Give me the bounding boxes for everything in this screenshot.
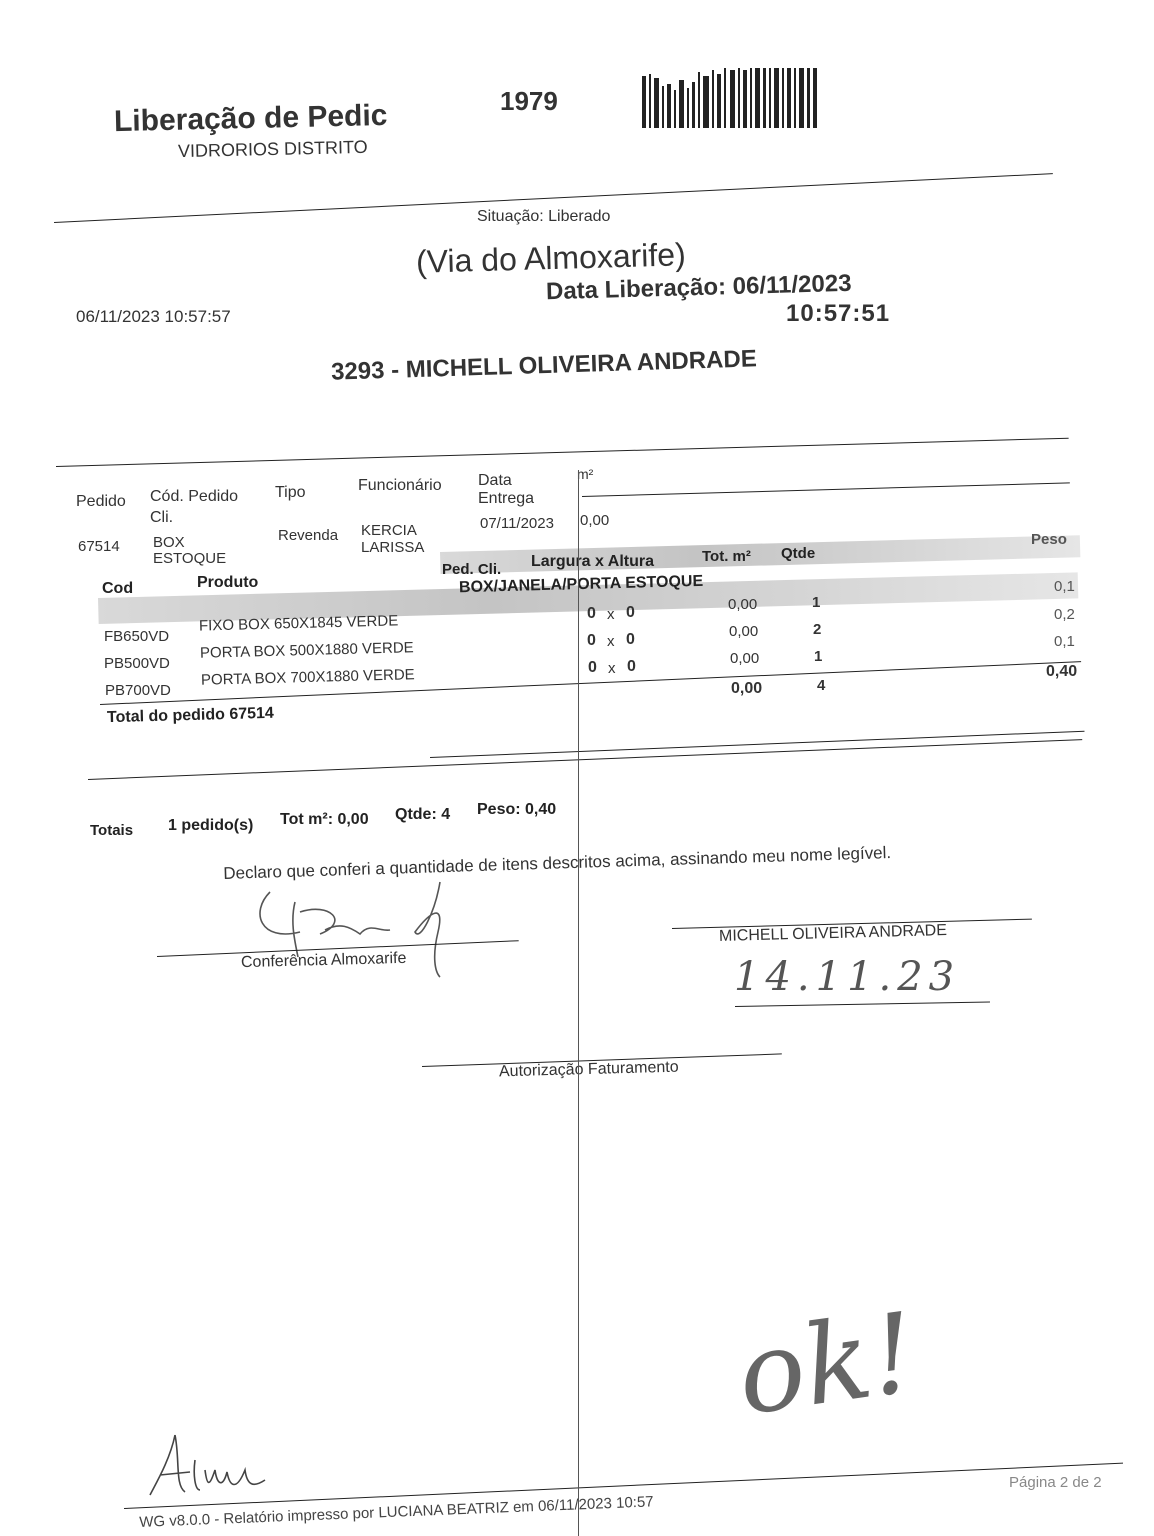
order-data-entrega: 07/11/2023 [480,515,554,532]
header-produto: Produto [197,574,259,591]
order-total-qtde: 4 [817,677,826,694]
item-produto: PORTA BOX 500X1880 VERDE [199,639,414,662]
header-tipo: Tipo [275,484,306,501]
release-time: 10:57:51 [786,300,891,327]
status-label: Situação: Liberado [477,208,611,225]
item-peso: 0,1 [1054,633,1075,650]
item-altura: 0 [626,604,635,621]
header-tot-m2: Tot. m² [702,548,751,565]
item-peso: 0,1 [1054,578,1075,595]
page-number: Página 2 de 2 [1009,1474,1102,1491]
order-pedido: 67514 [78,538,120,555]
header-m2: m² [577,466,594,482]
order-cod-pedido-2: ESTOQUE [153,550,227,567]
summary-pedidos: 1 pedido(s) [168,817,254,834]
item-x: x [607,606,615,623]
item-cod: PB700VD [105,682,171,699]
summary-tot-m2: Tot m²: 0,00 [280,811,369,828]
document-title: Liberação de Pedic [113,98,388,139]
printed-datetime: 06/11/2023 10:57:57 [76,307,231,326]
order-total-m2: 0,00 [731,680,763,697]
date-line [735,1002,990,1007]
header-pedido: Pedido [76,493,126,510]
header-cod: Cod [102,580,134,597]
summary-label: Totais [90,822,134,839]
order-tipo: Revenda [278,527,339,544]
order-total-label: Total do pedido 67514 [106,704,275,727]
warehouse-signature-label: Conferência Almoxarife [240,949,407,972]
handwritten-initials [145,1430,275,1500]
order-number: 1979 [500,86,558,116]
header-ped-cli: Ped. Cli. [442,561,502,578]
customer-signature-name: MICHELL OLIVEIRA ANDRADE [718,922,948,945]
item-cod: FB650VD [104,628,170,645]
totals-divider-1 [430,731,1085,758]
item-altura: 0 [627,658,636,675]
customer-divider [56,438,1069,467]
item-altura: 0 [626,631,635,648]
item-produto: FIXO BOX 650X1845 VERDE [198,612,399,635]
header-cod-pedido-cli: Cli. [150,509,174,526]
barcode [640,66,820,128]
company-name: VIDRORIOS DISTRITO [177,136,368,162]
item-produto: PORTA BOX 700X1880 VERDE [200,666,415,689]
copy-type: (Via do Almoxarife) [415,236,687,280]
item-tot-m2: 0,00 [729,623,759,640]
item-qtde: 1 [812,594,821,611]
totals-divider-2 [88,739,1082,780]
declaration-text: Declaro que conferi a quantidade de itens descritos acima, assinando meu nome legível. [223,843,892,883]
summary-qtde: Qtde: 4 [395,806,451,823]
item-x: x [607,633,615,650]
order-cod-pedido: BOX [153,534,185,551]
order-funcionario-2: LARISSA [361,539,425,556]
item-tot-m2: 0,00 [728,596,758,613]
header-qtde: Qtde [781,545,816,562]
release-date: Data Liberação: 06/11/2023 [545,269,852,306]
handwritten-date: 14.11.23 [734,954,961,1000]
order-m2: 0,00 [580,512,610,529]
summary-peso: Peso: 0,40 [477,801,557,818]
billing-signature-label: Autorização Faturamento [498,1058,679,1081]
handwritten-ok: ok! [729,1288,924,1440]
order-header-divider [582,482,1070,497]
item-cod: PB500VD [104,655,170,672]
header-data: Data [478,472,512,489]
customer-name: 3293 - MICHELL OLIVEIRA ANDRADE [330,345,758,386]
header-peso: Peso [1031,531,1067,548]
group-label: BOX/JANELA/PORTA ESTOQUE [458,572,704,597]
item-x: x [608,660,616,677]
item-qtde: 2 [813,621,822,638]
item-qtde: 1 [814,648,823,665]
item-peso: 0,2 [1054,606,1075,623]
order-funcionario: KERCIA [361,522,417,539]
header-data-entrega: Entrega [478,490,535,507]
item-largura: 0 [587,605,596,622]
scan-line [578,470,579,1536]
header-cod-pedido: Cód. Pedido [150,488,239,505]
item-tot-m2: 0,00 [730,650,760,667]
header-funcionario: Funcionário [358,477,442,494]
item-largura: 0 [587,632,596,649]
item-largura: 0 [588,659,597,676]
footer-printed-by: WG v8.0.0 - Relatório impresso por LUCIANA BEATRIZ em 06/11/2023 10:57 [139,1493,654,1531]
header-largura-altura: Largura x Altura [531,553,654,570]
order-total-peso: 0,40 [1046,663,1078,680]
